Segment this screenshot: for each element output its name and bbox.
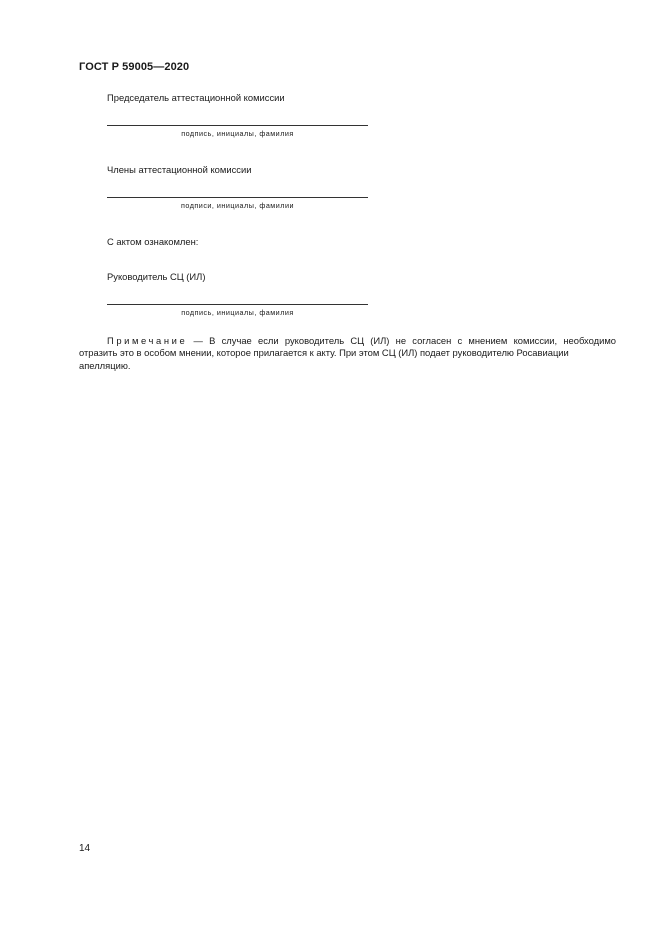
note-line-2: отразить это в особом мнении, которое прилагается к акту. При этом СЦ (ИЛ) подает руководителю Росавиации: [79, 347, 569, 359]
note-line-3: апелляцию.: [79, 359, 131, 371]
head-signature-caption: подпись, инициалы, фамилия: [181, 308, 294, 317]
note-paragraph: [79, 335, 616, 372]
members-label: Члены аттестационной комиссии: [107, 164, 252, 175]
acknowledged-label: С актом ознакомлен:: [107, 236, 199, 247]
document-code-header: ГОСТ Р 59005—2020: [79, 61, 190, 73]
chairman-label: Председатель аттестационной комиссии: [107, 92, 285, 103]
head-signature-line: [107, 304, 368, 305]
note-term: Примечание: [107, 335, 188, 346]
chairman-signature-caption: подпись, инициалы, фамилия: [181, 129, 294, 138]
members-signature-line: [107, 197, 368, 198]
members-signature-caption: подписи, инициалы, фамилии: [180, 201, 294, 210]
head-label: Руководитель СЦ (ИЛ): [107, 271, 206, 282]
note-line-1: [79, 335, 616, 347]
page-number: 14: [79, 843, 91, 854]
note-text-1: — В случае если руководитель СЦ (ИЛ) не согласен с мнением комиссии, необходимо: [187, 335, 616, 346]
chairman-signature-line: [107, 125, 368, 126]
